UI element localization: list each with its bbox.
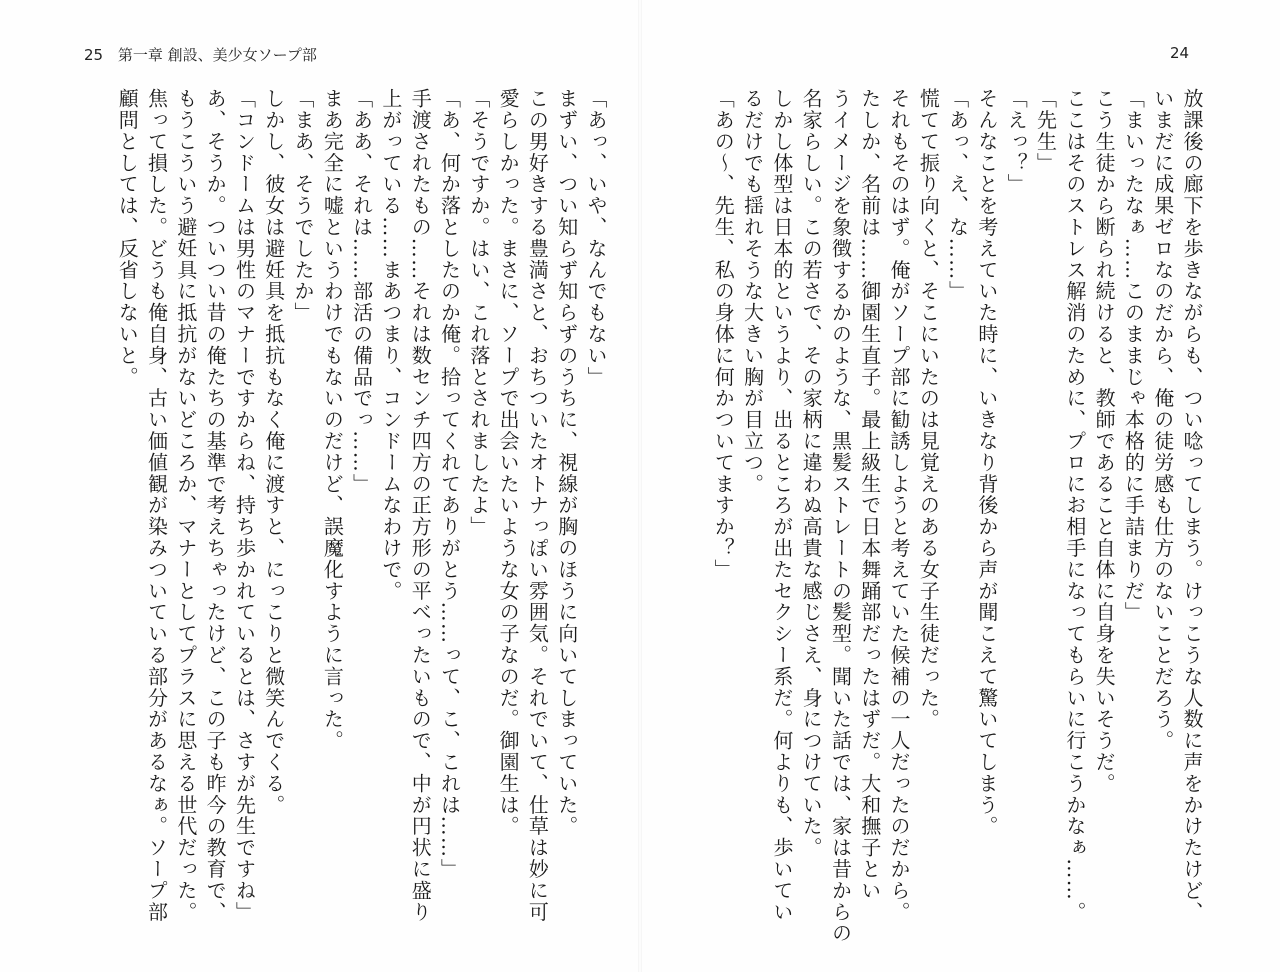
right-page-number: 24 — [1170, 44, 1190, 62]
text-line: 焦って損した。どうも俺自身、古い価値観が染みついている部分があるなぁ。ソープ部 — [144, 88, 169, 923]
text-line: 「先生」 — [1033, 88, 1058, 174]
book-gutter — [638, 0, 642, 972]
text-line: もうこういう避妊具に抵抗がないどころか、マナーとしてプラスに思える世代だった。 — [173, 88, 198, 923]
text-line: 「そうですか。はい、これ落とされましたよ」 — [466, 88, 491, 538]
text-line: こう生徒から断られ続けると、教師であること自体に自身を失いそうだ。 — [1092, 88, 1117, 795]
text-line: しかし、彼女は避妊具を抵抗もなく俺に渡すと、にっこりと微笑んでくる。 — [261, 88, 286, 816]
text-line: 「ああ、それは……部活の備品でっ……」 — [349, 88, 374, 495]
left-page — [80, 88, 610, 948]
text-line: 上がっている……まあつまり、コンドームなわけで。 — [378, 88, 403, 602]
text-line: いまだに成果ゼロなのだから、俺の徒労感も仕方のないことだろう。 — [1150, 88, 1175, 752]
left-page-number: 25 — [84, 46, 104, 64]
text-line: この男好きする豊満さと、おちついたオトナっぽい雰囲気。それでいて、仕草は妙に可 — [525, 88, 550, 923]
text-line: 顧問としては、反省しないと。 — [115, 88, 140, 388]
text-line: まあ完全に嘘というわけでもないのだけど、誤魔化すように言った。 — [320, 88, 345, 752]
chapter-title: 第一章 創設、美少女ソープ部 — [117, 46, 317, 64]
text-line: 「あっ、いや、なんでもない」 — [584, 88, 608, 388]
text-line: そんなことを考えていた時に、いきなり背後から声が聞こえて驚いてしまう。 — [974, 88, 999, 837]
left-page-header — [84, 44, 317, 65]
text-line: るだけでも揺れそうな大きい胸が目立つ。 — [740, 88, 765, 495]
text-line: 「あの～、先生、私の身体に何かついてますか？」 — [711, 88, 736, 581]
text-line: あ、そうか。ついつい昔の俺たちの基準で考えちゃったけど、この子も昨今の教育で、 — [203, 88, 228, 923]
text-line: 「あっ、え、な……」 — [945, 88, 970, 302]
text-line: 手渡されたもの……それは数センチ四方の正方形の平べったいもので、中が円状に盛り — [408, 88, 433, 923]
text-line: まずい、つい知らず知らずのうちに、視線が胸のほうに向いてしまっていた。 — [554, 88, 579, 837]
text-line: しかし体型は日本的というより、出るところが出たセクシー系だ。何よりも、歩いてい — [769, 88, 794, 923]
right-page-header — [1170, 44, 1189, 62]
right-page-text — [708, 88, 1206, 948]
text-line: それもそのはず。俺がソープ部に勧誘しようと考えていた候補の一人だったのだから。 — [887, 88, 912, 923]
right-page — [666, 88, 1206, 948]
text-line: うイメージを象徴するかのような、黒髪ストレートの髪型。聞いた話では、家は昔からの — [828, 88, 853, 944]
text-line: 「まいったなぁ……このままじゃ本格的に手詰まりだ」 — [1121, 88, 1146, 623]
text-line: 愛らしかった。まさに、ソープで出会いたいような女の子なのだ。御園生は。 — [496, 88, 521, 837]
text-line: 「えっ？」 — [1004, 88, 1029, 195]
text-line: 名家らしい。この若さで、その家柄に違わぬ高貴な感じさえ、身につけていた。 — [799, 88, 824, 859]
text-line: たしか、名前は……御園生直子。最上級生で日本舞踊部だったはずだ。大和撫子とい — [857, 88, 882, 902]
text-line: 慌てて振り向くと、そこにいたのは見覚えのある女子生徒だった。 — [916, 88, 941, 730]
text-line: 「あ、何か落としたのか俺。拾ってくれてありがとう……って、こ、これは……」 — [437, 88, 462, 880]
text-line: ここはそのストレス解消のために、プロにお相手になってもらいに行こうかなぁ……。 — [1062, 88, 1087, 923]
text-line: 「コンドームは男性のマナーですからね、持ち歩かれているとは、さすが先生ですね」 — [232, 88, 257, 923]
left-page-text — [112, 88, 610, 948]
text-line: 放課後の廊下を歩きながらも、つい唸ってしまう。けっこうな人数に声をかけたけど、 — [1180, 88, 1204, 923]
text-line: 「まあ、そうでしたか」 — [291, 88, 316, 324]
